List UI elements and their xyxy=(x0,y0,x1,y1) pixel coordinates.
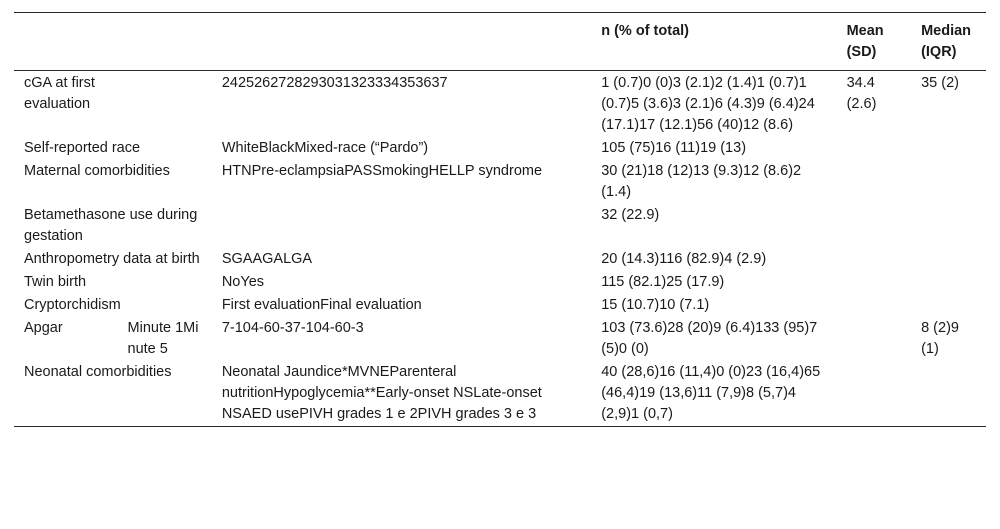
table-row xyxy=(14,160,986,204)
row-mean xyxy=(837,204,912,248)
row-sub xyxy=(118,71,212,138)
row-median xyxy=(911,248,986,271)
header-median: Median (IQR) xyxy=(921,23,972,60)
characteristics-table xyxy=(14,12,986,427)
row-label: Cryptorchidism xyxy=(24,297,121,313)
row-category: Neonatal Jaundice*MVNEParenteral nutritionHypoglycemia**Early-onset NSLate-onset NSAED usePIVH grades 1 e 2PIVH grades 3 e 3 xyxy=(221,364,542,422)
row-n: 105 (75)16 (11)19 (13) xyxy=(601,140,747,156)
row-mean xyxy=(837,137,912,160)
row-mean xyxy=(837,248,912,271)
row-n: 30 (21)18 (12)13 (9.3)12 (8.6)2 (1.4) xyxy=(601,163,802,200)
row-category: WhiteBlackMixed-race (“Pardo”) xyxy=(221,140,429,156)
row-n: 1 (0.7)0 (0)3 (2.1)2 (1.4)1 (0.7)1 (0.7)5 (3.6)3 (2.1)6 (4.3)9 (6.4)24 (17.1)17 (12.1)56 (40)12 (8.6) xyxy=(601,75,815,133)
row-category: First evaluationFinal evaluation xyxy=(221,297,422,313)
row-label: Self-reported race xyxy=(24,140,141,156)
row-mean xyxy=(837,294,912,317)
row-category: NoYes xyxy=(221,274,265,290)
table-row xyxy=(14,204,986,248)
row-mean xyxy=(837,317,912,361)
header-col-label xyxy=(14,13,118,71)
row-median xyxy=(911,160,986,204)
row-category: 2425262728293031323334353637 xyxy=(221,75,448,91)
row-label: Apgar xyxy=(24,320,63,336)
row-median xyxy=(911,294,986,317)
table-row xyxy=(14,317,986,361)
header-mean: Mean (SD) xyxy=(846,23,884,60)
row-label: Anthropometry data at birth xyxy=(24,251,200,267)
row-n: 15 (10.7)10 (7.1) xyxy=(601,297,710,313)
header-col-sub xyxy=(118,13,212,71)
row-category xyxy=(212,204,591,248)
row-label: Betamethasone use during gestation xyxy=(24,207,198,244)
row-median xyxy=(911,137,986,160)
row-mean xyxy=(837,361,912,427)
table-row xyxy=(14,361,986,427)
table-row xyxy=(14,137,986,160)
table-row xyxy=(14,271,986,294)
row-median: 35 (2) xyxy=(921,75,959,91)
row-n: 103 (73.6)28 (20)9 (6.4)133 (95)7 (5)0 (0) xyxy=(601,320,818,357)
row-mean xyxy=(837,160,912,204)
table-row xyxy=(14,294,986,317)
row-label: Neonatal comorbidities xyxy=(24,364,172,380)
row-median xyxy=(911,361,986,427)
row-label: Maternal comorbidities xyxy=(24,163,170,179)
row-n: 115 (82.1)25 (17.9) xyxy=(601,274,725,290)
table-row xyxy=(14,248,986,271)
row-category: 7-104-60-37-104-60-3 xyxy=(221,320,364,336)
table-header-row xyxy=(14,13,986,71)
row-category: HTNPre-eclampsiaPASSmokingHELLP syndrome xyxy=(221,163,543,179)
row-category: SGAAGALGA xyxy=(221,251,313,267)
row-label: Twin birth xyxy=(24,274,87,290)
row-label: cGA at first evaluation xyxy=(24,75,95,112)
header-col-category xyxy=(212,13,591,71)
row-n: 20 (14.3)116 (82.9)4 (2.9) xyxy=(601,251,767,267)
row-median: 8 (2)9 (1) xyxy=(921,320,959,357)
row-sub: Minute 1Minute 5 xyxy=(127,320,199,357)
row-median xyxy=(911,204,986,248)
row-mean: 34.4 (2.6) xyxy=(846,75,877,112)
row-n: 32 (22.9) xyxy=(601,207,660,223)
row-mean xyxy=(837,271,912,294)
table-row xyxy=(14,71,986,138)
row-median xyxy=(911,271,986,294)
row-n: 40 (28,6)16 (11,4)0 (0)23 (16,4)65 (46,4)19 (13,6)11 (7,9)8 (5,7)4 (2,9)1 (0,7) xyxy=(601,364,821,422)
header-n: n (% of total) xyxy=(601,23,689,39)
